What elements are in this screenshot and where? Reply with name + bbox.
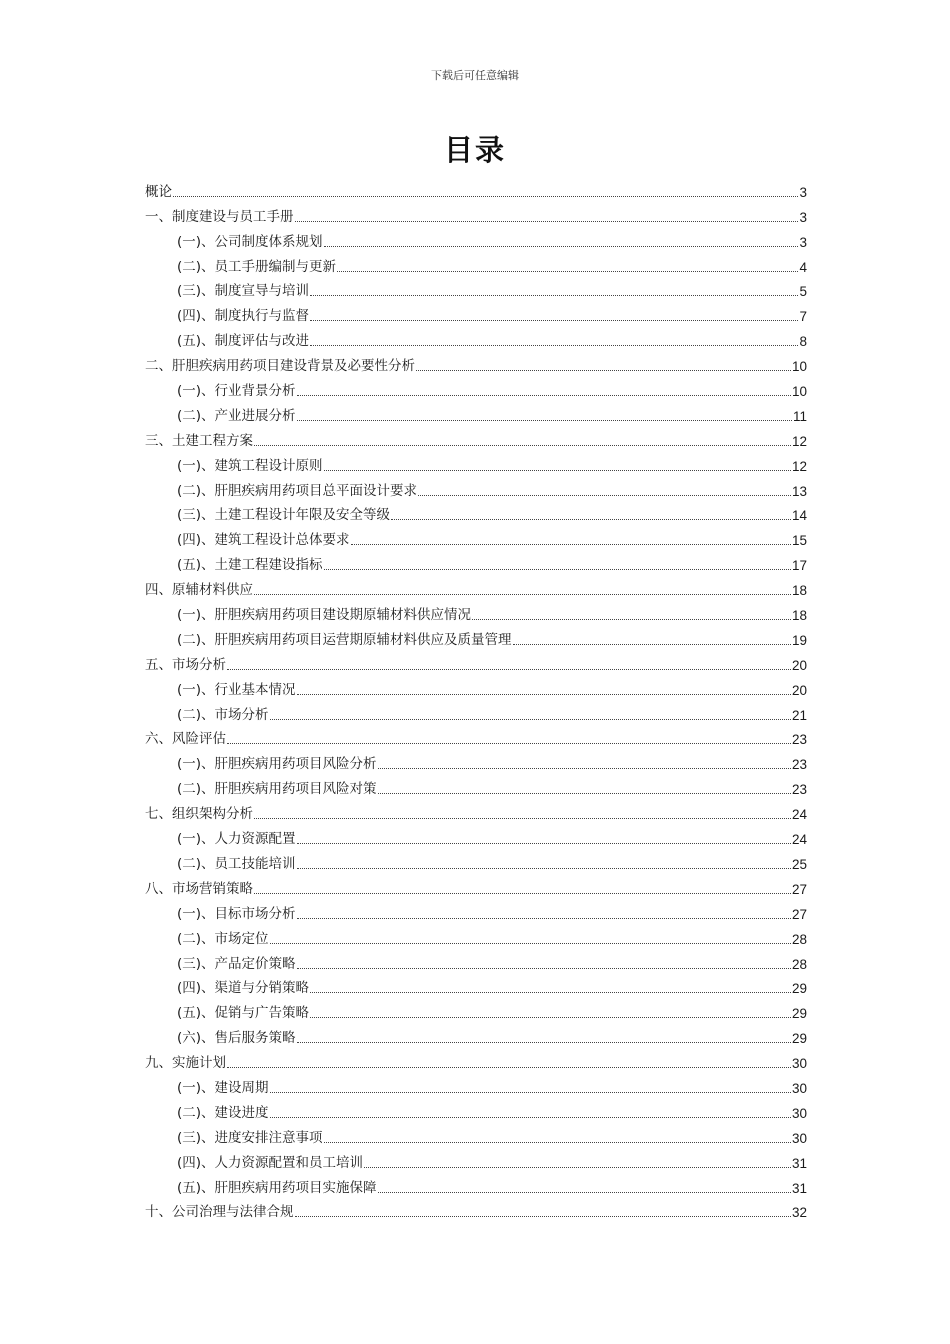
toc-entry[interactable] xyxy=(145,375,807,400)
toc-dot-leader xyxy=(173,196,798,197)
toc-entry-label: (一)、肝胆疾病用药项目建设期原辅材料供应情况 xyxy=(177,607,472,624)
toc-entry[interactable] xyxy=(145,599,807,624)
toc-entry-page-number: 32 xyxy=(791,1205,807,1221)
toc-entry[interactable] xyxy=(145,500,807,525)
toc-entry-label: (二)、肝胆疾病用药项目总平面设计要求 xyxy=(177,482,418,499)
toc-dot-leader xyxy=(364,1167,791,1168)
toc-dot-leader xyxy=(297,694,791,695)
toc-entry-page-number: 15 xyxy=(791,533,807,549)
toc-dot-leader xyxy=(310,320,798,321)
toc-entry-page-number: 29 xyxy=(791,981,807,997)
toc-dot-leader xyxy=(337,271,798,272)
toc-entry-label: (三)、进度安排注意事项 xyxy=(177,1129,323,1146)
toc-entry-label: 五、市场分析 xyxy=(145,656,226,673)
toc-entry[interactable] xyxy=(145,226,807,251)
toc-entry[interactable] xyxy=(145,773,807,798)
toc-entry-label: (五)、土建工程建设指标 xyxy=(177,557,323,574)
toc-entry-page-number: 4 xyxy=(799,259,807,275)
toc-entry[interactable] xyxy=(145,823,807,848)
toc-entry-label: 八、市场营销策略 xyxy=(145,880,253,897)
table-of-contents xyxy=(145,176,807,1221)
toc-entry-page-number: 29 xyxy=(791,1031,807,1047)
toc-entry-page-number: 13 xyxy=(791,483,807,499)
toc-entry-label: (三)、土建工程设计年限及安全等级 xyxy=(177,507,391,524)
toc-entry-page-number: 31 xyxy=(791,1155,807,1171)
toc-entry[interactable] xyxy=(145,674,807,699)
toc-entry-page-number: 23 xyxy=(791,757,807,773)
toc-dot-leader xyxy=(270,1092,791,1093)
toc-dot-leader xyxy=(418,495,791,496)
toc-entry[interactable] xyxy=(145,276,807,301)
toc-entry[interactable] xyxy=(145,1022,807,1047)
toc-entry-page-number: 31 xyxy=(791,1180,807,1196)
toc-dot-leader xyxy=(254,594,791,595)
toc-entry[interactable] xyxy=(145,848,807,873)
toc-dot-leader xyxy=(297,420,792,421)
toc-entry[interactable] xyxy=(145,624,807,649)
toc-dot-leader xyxy=(324,246,799,247)
toc-dot-leader xyxy=(513,644,791,645)
toc-entry-page-number: 30 xyxy=(791,1080,807,1096)
toc-entry-label: (二)、产业进展分析 xyxy=(177,407,296,424)
toc-entry-label: (五)、制度评估与改进 xyxy=(177,333,310,350)
toc-entry-page-number: 12 xyxy=(791,433,807,449)
toc-entry-label: (一)、行业背景分析 xyxy=(177,383,296,400)
toc-entry-label: (一)、人力资源配置 xyxy=(177,831,296,848)
toc-entry[interactable] xyxy=(145,251,807,276)
toc-dot-leader xyxy=(297,868,791,869)
toc-entry[interactable] xyxy=(145,201,807,226)
toc-entry-page-number: 3 xyxy=(799,234,807,250)
toc-entry[interactable] xyxy=(145,425,807,450)
toc-entry-page-number: 23 xyxy=(791,732,807,748)
toc-entry-label: (二)、员工手册编制与更新 xyxy=(177,258,337,275)
toc-entry[interactable] xyxy=(145,1072,807,1097)
toc-entry-label: (一)、公司制度体系规划 xyxy=(177,233,323,250)
toc-dot-leader xyxy=(227,1067,791,1068)
toc-dot-leader xyxy=(270,719,791,720)
toc-entry-label: (二)、肝胆疾病用药项目运营期原辅材料供应及质量管理 xyxy=(177,631,512,648)
toc-entry[interactable] xyxy=(145,176,807,201)
toc-dot-leader xyxy=(227,669,791,670)
toc-entry[interactable] xyxy=(145,923,807,948)
toc-entry-label: 十、公司治理与法律合规 xyxy=(145,1204,294,1221)
toc-entry[interactable] xyxy=(145,450,807,475)
toc-entry[interactable] xyxy=(145,1122,807,1147)
toc-entry-page-number: 29 xyxy=(791,1006,807,1022)
toc-dot-leader xyxy=(310,1017,791,1018)
toc-entry[interactable] xyxy=(145,524,807,549)
toc-entry-label: (四)、建筑工程设计总体要求 xyxy=(177,532,350,549)
toc-entry-page-number: 18 xyxy=(791,608,807,624)
toc-entry-label: 七、组织架构分析 xyxy=(145,806,253,823)
toc-entry-label: 二、肝胆疾病用药项目建设背景及必要性分析 xyxy=(145,358,415,375)
toc-entry-page-number: 21 xyxy=(791,707,807,723)
toc-entry-page-number: 28 xyxy=(791,931,807,947)
toc-dot-leader xyxy=(297,968,791,969)
toc-entry-page-number: 30 xyxy=(791,1056,807,1072)
toc-entry-page-number: 18 xyxy=(791,583,807,599)
toc-entry-label: (二)、市场定位 xyxy=(177,930,269,947)
toc-entry[interactable] xyxy=(145,873,807,898)
toc-entry-page-number: 8 xyxy=(799,334,807,350)
toc-entry-page-number: 23 xyxy=(791,782,807,798)
toc-entry-label: (五)、促销与广告策略 xyxy=(177,1005,310,1022)
toc-entry-label: (二)、肝胆疾病用药项目风险对策 xyxy=(177,781,377,798)
toc-entry-label: (三)、制度宣导与培训 xyxy=(177,283,310,300)
toc-dot-leader xyxy=(416,370,791,371)
toc-dot-leader xyxy=(310,992,791,993)
toc-entry-label: (一)、肝胆疾病用药项目风险分析 xyxy=(177,756,377,773)
toc-entry-page-number: 27 xyxy=(791,881,807,897)
toc-entry-label: (三)、产品定价策略 xyxy=(177,955,296,972)
toc-entry-label: (六)、售后服务策略 xyxy=(177,1030,296,1047)
toc-dot-leader xyxy=(324,470,791,471)
toc-entry-page-number: 3 xyxy=(799,184,807,200)
toc-entry[interactable] xyxy=(145,948,807,973)
toc-entry-label: 概论 xyxy=(145,183,172,200)
toc-entry-page-number: 24 xyxy=(791,832,807,848)
toc-entry[interactable] xyxy=(145,973,807,998)
toc-entry[interactable] xyxy=(145,1172,807,1197)
toc-entry-label: 一、制度建设与员工手册 xyxy=(145,208,294,225)
toc-entry-label: 九、实施计划 xyxy=(145,1055,226,1072)
toc-entry[interactable] xyxy=(145,1147,807,1172)
toc-dot-leader xyxy=(310,295,798,296)
toc-entry-page-number: 14 xyxy=(791,508,807,524)
toc-dot-leader xyxy=(378,1192,791,1193)
toc-entry-page-number: 20 xyxy=(791,657,807,673)
toc-dot-leader xyxy=(297,918,791,919)
toc-entry-page-number: 28 xyxy=(791,956,807,972)
toc-dot-leader xyxy=(351,544,791,545)
toc-entry[interactable] xyxy=(145,1197,807,1222)
toc-dot-leader xyxy=(254,445,791,446)
toc-entry[interactable] xyxy=(145,997,807,1022)
toc-entry[interactable] xyxy=(145,748,807,773)
toc-entry-page-number: 19 xyxy=(791,632,807,648)
toc-entry-page-number: 7 xyxy=(799,309,807,325)
toc-dot-leader xyxy=(270,1117,791,1118)
toc-entry[interactable] xyxy=(145,1047,807,1072)
toc-entry-label: (一)、目标市场分析 xyxy=(177,905,296,922)
toc-entry-label: 六、风险评估 xyxy=(145,731,226,748)
toc-entry[interactable] xyxy=(145,699,807,724)
toc-entry-page-number: 27 xyxy=(791,906,807,922)
toc-entry-label: (二)、建设进度 xyxy=(177,1104,269,1121)
toc-entry-label: (四)、制度执行与监督 xyxy=(177,308,310,325)
toc-entry[interactable] xyxy=(145,574,807,599)
toc-dot-leader xyxy=(378,768,791,769)
toc-entry[interactable] xyxy=(145,325,807,350)
toc-entry-label: (一)、建设周期 xyxy=(177,1079,269,1096)
toc-dot-leader xyxy=(324,1142,791,1143)
toc-entry-page-number: 3 xyxy=(799,209,807,225)
toc-entry-label: (四)、人力资源配置和员工培训 xyxy=(177,1154,364,1171)
toc-dot-leader xyxy=(378,793,791,794)
toc-entry-page-number: 12 xyxy=(791,458,807,474)
toc-entry-page-number: 30 xyxy=(791,1130,807,1146)
toc-entry[interactable] xyxy=(145,724,807,749)
toc-entry-page-number: 5 xyxy=(799,284,807,300)
toc-entry-page-number: 25 xyxy=(791,856,807,872)
toc-entry-label: (四)、渠道与分销策略 xyxy=(177,980,310,997)
toc-dot-leader xyxy=(324,569,791,570)
toc-dot-leader xyxy=(297,1042,791,1043)
toc-dot-leader xyxy=(270,943,791,944)
toc-dot-leader xyxy=(310,345,798,346)
toc-entry-page-number: 17 xyxy=(791,558,807,574)
toc-entry[interactable] xyxy=(145,1097,807,1122)
toc-entry-page-number: 20 xyxy=(791,682,807,698)
toc-dot-leader xyxy=(254,893,791,894)
toc-entry[interactable] xyxy=(145,350,807,375)
toc-entry[interactable] xyxy=(145,649,807,674)
toc-entry-page-number: 10 xyxy=(791,359,807,375)
toc-entry-label: (二)、市场分析 xyxy=(177,706,269,723)
toc-entry-page-number: 24 xyxy=(791,807,807,823)
toc-dot-leader xyxy=(297,843,791,844)
toc-entry-label: (一)、建筑工程设计原则 xyxy=(177,457,323,474)
page-title: 目录 xyxy=(443,133,506,167)
toc-dot-leader xyxy=(295,221,799,222)
toc-entry-page-number: 11 xyxy=(792,408,807,424)
toc-entry[interactable] xyxy=(145,798,807,823)
toc-entry[interactable] xyxy=(145,549,807,574)
toc-dot-leader xyxy=(472,619,791,620)
toc-entry-page-number: 30 xyxy=(791,1105,807,1121)
toc-entry-label: (一)、行业基本情况 xyxy=(177,681,296,698)
toc-entry-label: 三、土建工程方案 xyxy=(145,432,253,449)
toc-dot-leader xyxy=(295,1216,791,1217)
toc-entry[interactable] xyxy=(145,475,807,500)
toc-entry-page-number: 10 xyxy=(791,384,807,400)
toc-dot-leader xyxy=(227,743,791,744)
toc-dot-leader xyxy=(254,818,791,819)
toc-entry-label: (五)、肝胆疾病用药项目实施保障 xyxy=(177,1179,377,1196)
page-header: 下载后可任意编辑 xyxy=(431,69,519,82)
toc-entry[interactable] xyxy=(145,300,807,325)
toc-entry[interactable] xyxy=(145,898,807,923)
toc-dot-leader xyxy=(391,519,791,520)
toc-entry-label: 四、原辅材料供应 xyxy=(145,582,253,599)
toc-entry[interactable] xyxy=(145,400,807,425)
toc-entry-label: (二)、员工技能培训 xyxy=(177,855,296,872)
toc-dot-leader xyxy=(297,395,791,396)
